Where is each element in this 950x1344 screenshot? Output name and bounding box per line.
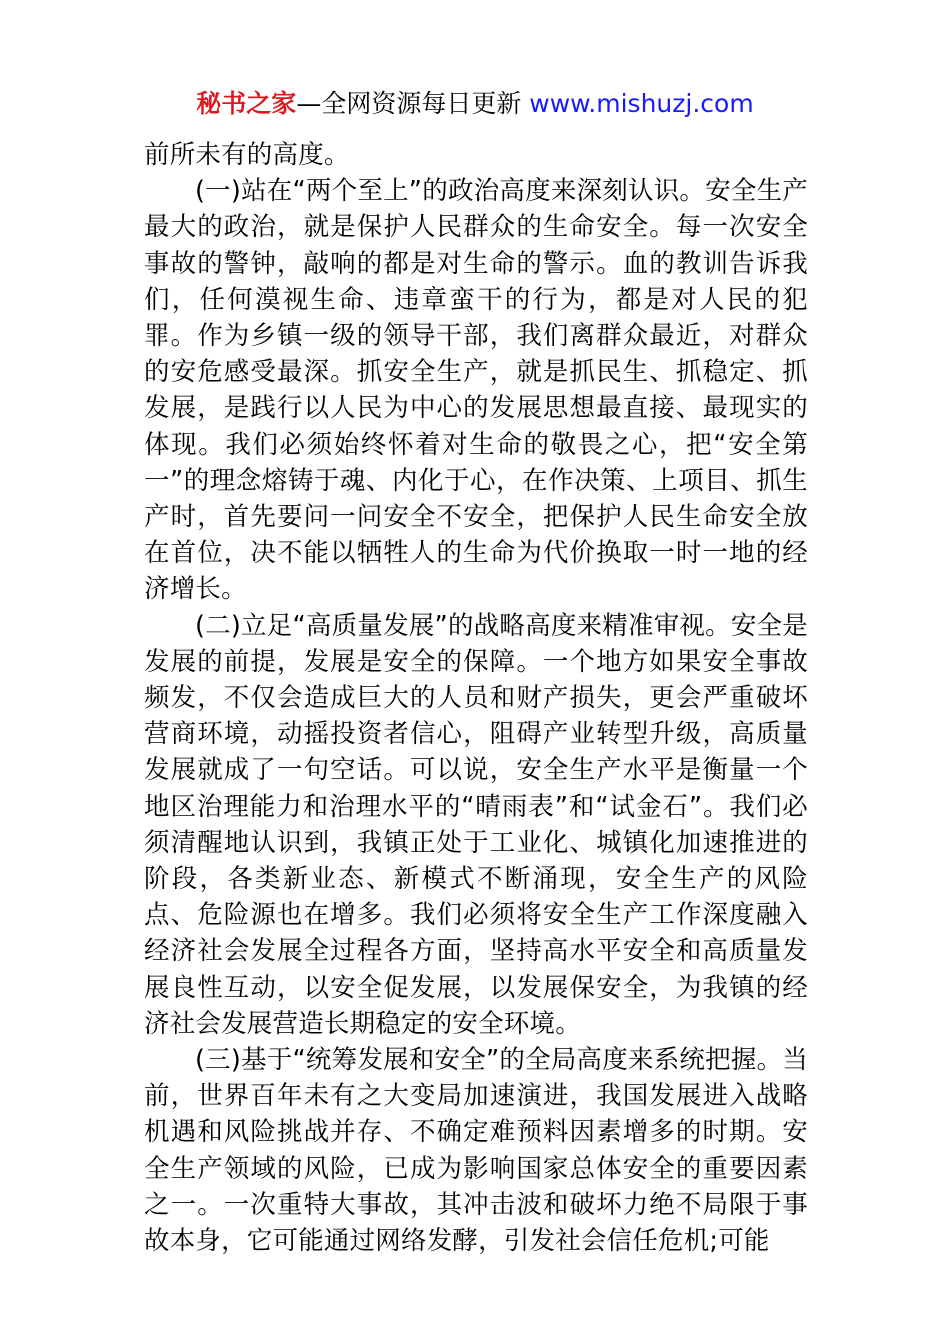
site-brand: 秘书之家 <box>196 89 297 118</box>
paragraph-section-2: (二)立足“高质量发展”的战略高度来精准审视。安全是发展的前提，发展是安全的保障。一个地方如果安全事故频发，不仅会造成巨大的人员和财产损失，更会严重破坏营商环境，动摇投资者信心，阻碍产业转型升级，高质量发展就成了一句空话。可以说，安全生产水平是衡量一个地区治理能力和治理水平的“晴雨表”和“试金石”。我们必须清醒地认识到，我镇正处于工业化、城镇化加速推进的阶段，各类新业态、新模式不断涌现，安全生产的风险点、危险源也在增多。我们必须将安全生产工作深度融入经济社会发展全过程各方面，坚持高水平安全和高质量发展良性互动，以安全促发展，以发展保安全，为我镇的经济社会发展营造长期稳定的安全环境。 <box>144 610 808 1039</box>
paragraph-section-3: (三)基于“统筹发展和安全”的全局高度来系统把握。当前，世界百年未有之大变局加速演进，我国发展进入战略机遇和风险挑战并存、不确定难预料因素增多的时期。安全生产领域的风险，已成为影响国家总体安全的重要因素之一。一次重特大事故，其冲击波和破坏力绝不局限于事故本身，它可能通过网络发酵，引发社会信任危机;可能 <box>144 1045 808 1257</box>
site-tagline: —全网资源每日更新 <box>296 89 530 118</box>
site-url-link[interactable]: www.mishuzj.com <box>529 89 754 118</box>
paragraph-continuation: 前所未有的高度。 <box>144 140 350 170</box>
paragraph-section-1: (一)站在“两个至上”的政治高度来深刻认识。安全生产最大的政治，就是保护人民群众的生命安全。每一次安全事故的警钟，敲响的都是对生命的警示。血的教训告诉我们，任何漠视生命、违章蛮干的行为，都是对人民的犯罪。作为乡镇一级的领导干部，我们离群众最近，对群众的安危感受最深。抓安全生产，就是抓民生、抓稳定、抓发展，是践行以人民为中心的发展思想最直接、最现实的体现。我们必须始终怀着对生命的敬畏之心，把“安全第一”的理念熔铸于魂、内化于心，在作决策、上项目、抓生产时，首先要问一问安全不安全，把保护人民生命安全放在首位，决不能以牺牲人的生命为代价换取一时一地的经济增长。 <box>144 176 808 605</box>
document-body <box>144 137 808 1259</box>
page-header <box>0 86 950 122</box>
